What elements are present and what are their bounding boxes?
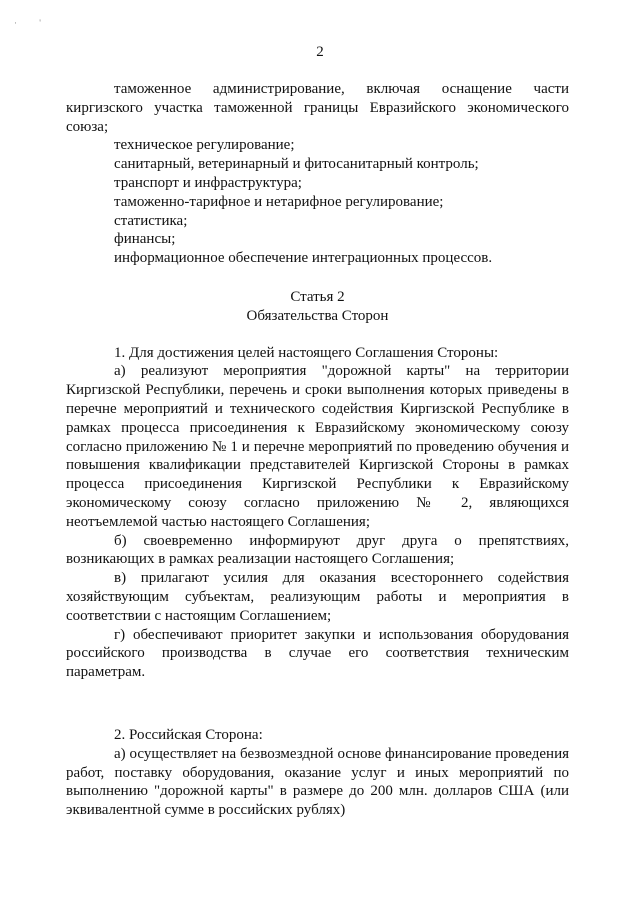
list-item: санитарный, ветеринарный и фитосанитарный контроль; xyxy=(114,156,479,173)
section-1-item-b: б) своевременно информируют друг друга о препятствиях, возникающих в рамках реализации настоящего Соглашения; xyxy=(66,532,569,568)
list-item: транспорт и инфраструктура; xyxy=(114,174,302,191)
spacer xyxy=(66,268,569,288)
section-1-item-a: а) реализуют мероприятия "дорожной карты" на территории Киргизской Республики, перечень и сроки выполнения которых приведены в перечне мероприятий и технического содействия Киргизской Республике в рамках процесса присоединения к Евразийскому экономическому союзу согласно приложению № 1 и перечне мероприятий по проведению обучения и повышения квалификации представителей Киргизской Стороны в рамках процесса присоединения Киргизской Республики к Евразийскому экономическому союзу согласно приложению № 2, являющихся неотъемлемой частью настоящего Соглашения; xyxy=(66,363,569,530)
section-1-item-d: г) обеспечивают приоритет закупки и использования оборудования российского производства в случае его соответствия техническим параметрам. xyxy=(66,626,569,681)
article-label: Статья 2 xyxy=(290,288,345,305)
section-2-item-a: а) осуществляет на безвозмездной основе финансирование проведения работ, поставку оборудования, оказание услуг и иных мероприятий по выполнению "дорожной карты" в размере до 200 млн. долларов США (или эквивалентной сумме в российских рублях) xyxy=(66,745,569,819)
section-2-lead: 2. Российская Сторона: xyxy=(114,726,263,743)
customs-administration-paragraph: таможенное администрирование, включая оснащение части киргизского участка таможенной границы Евразийского экономического союза; xyxy=(66,81,569,135)
article-title: Обязательства Сторон xyxy=(246,307,389,324)
document-body xyxy=(66,80,569,820)
list-item: информационное обеспечение интеграционных процессов. xyxy=(114,250,493,267)
scan-corner-marks: · ' xyxy=(14,18,51,28)
section-1-lead: 1. Для достижения целей настоящего Соглашения Стороны: xyxy=(114,344,499,361)
section-1-item-c: в) прилагают усилия для оказания всестороннего содействия хозяйствующим субъектам, реализующим работы и мероприятия в соответствии с настоящим Соглашением; xyxy=(66,570,569,624)
page-number: 2 xyxy=(316,44,324,60)
list-item: финансы; xyxy=(114,231,176,248)
spacer xyxy=(66,682,569,726)
spacer xyxy=(66,326,569,344)
list-item: статистика; xyxy=(114,212,188,229)
list-item: таможенно-тарифное и нетарифное регулирование; xyxy=(114,193,444,210)
list-item: техническое регулирование; xyxy=(114,137,295,154)
